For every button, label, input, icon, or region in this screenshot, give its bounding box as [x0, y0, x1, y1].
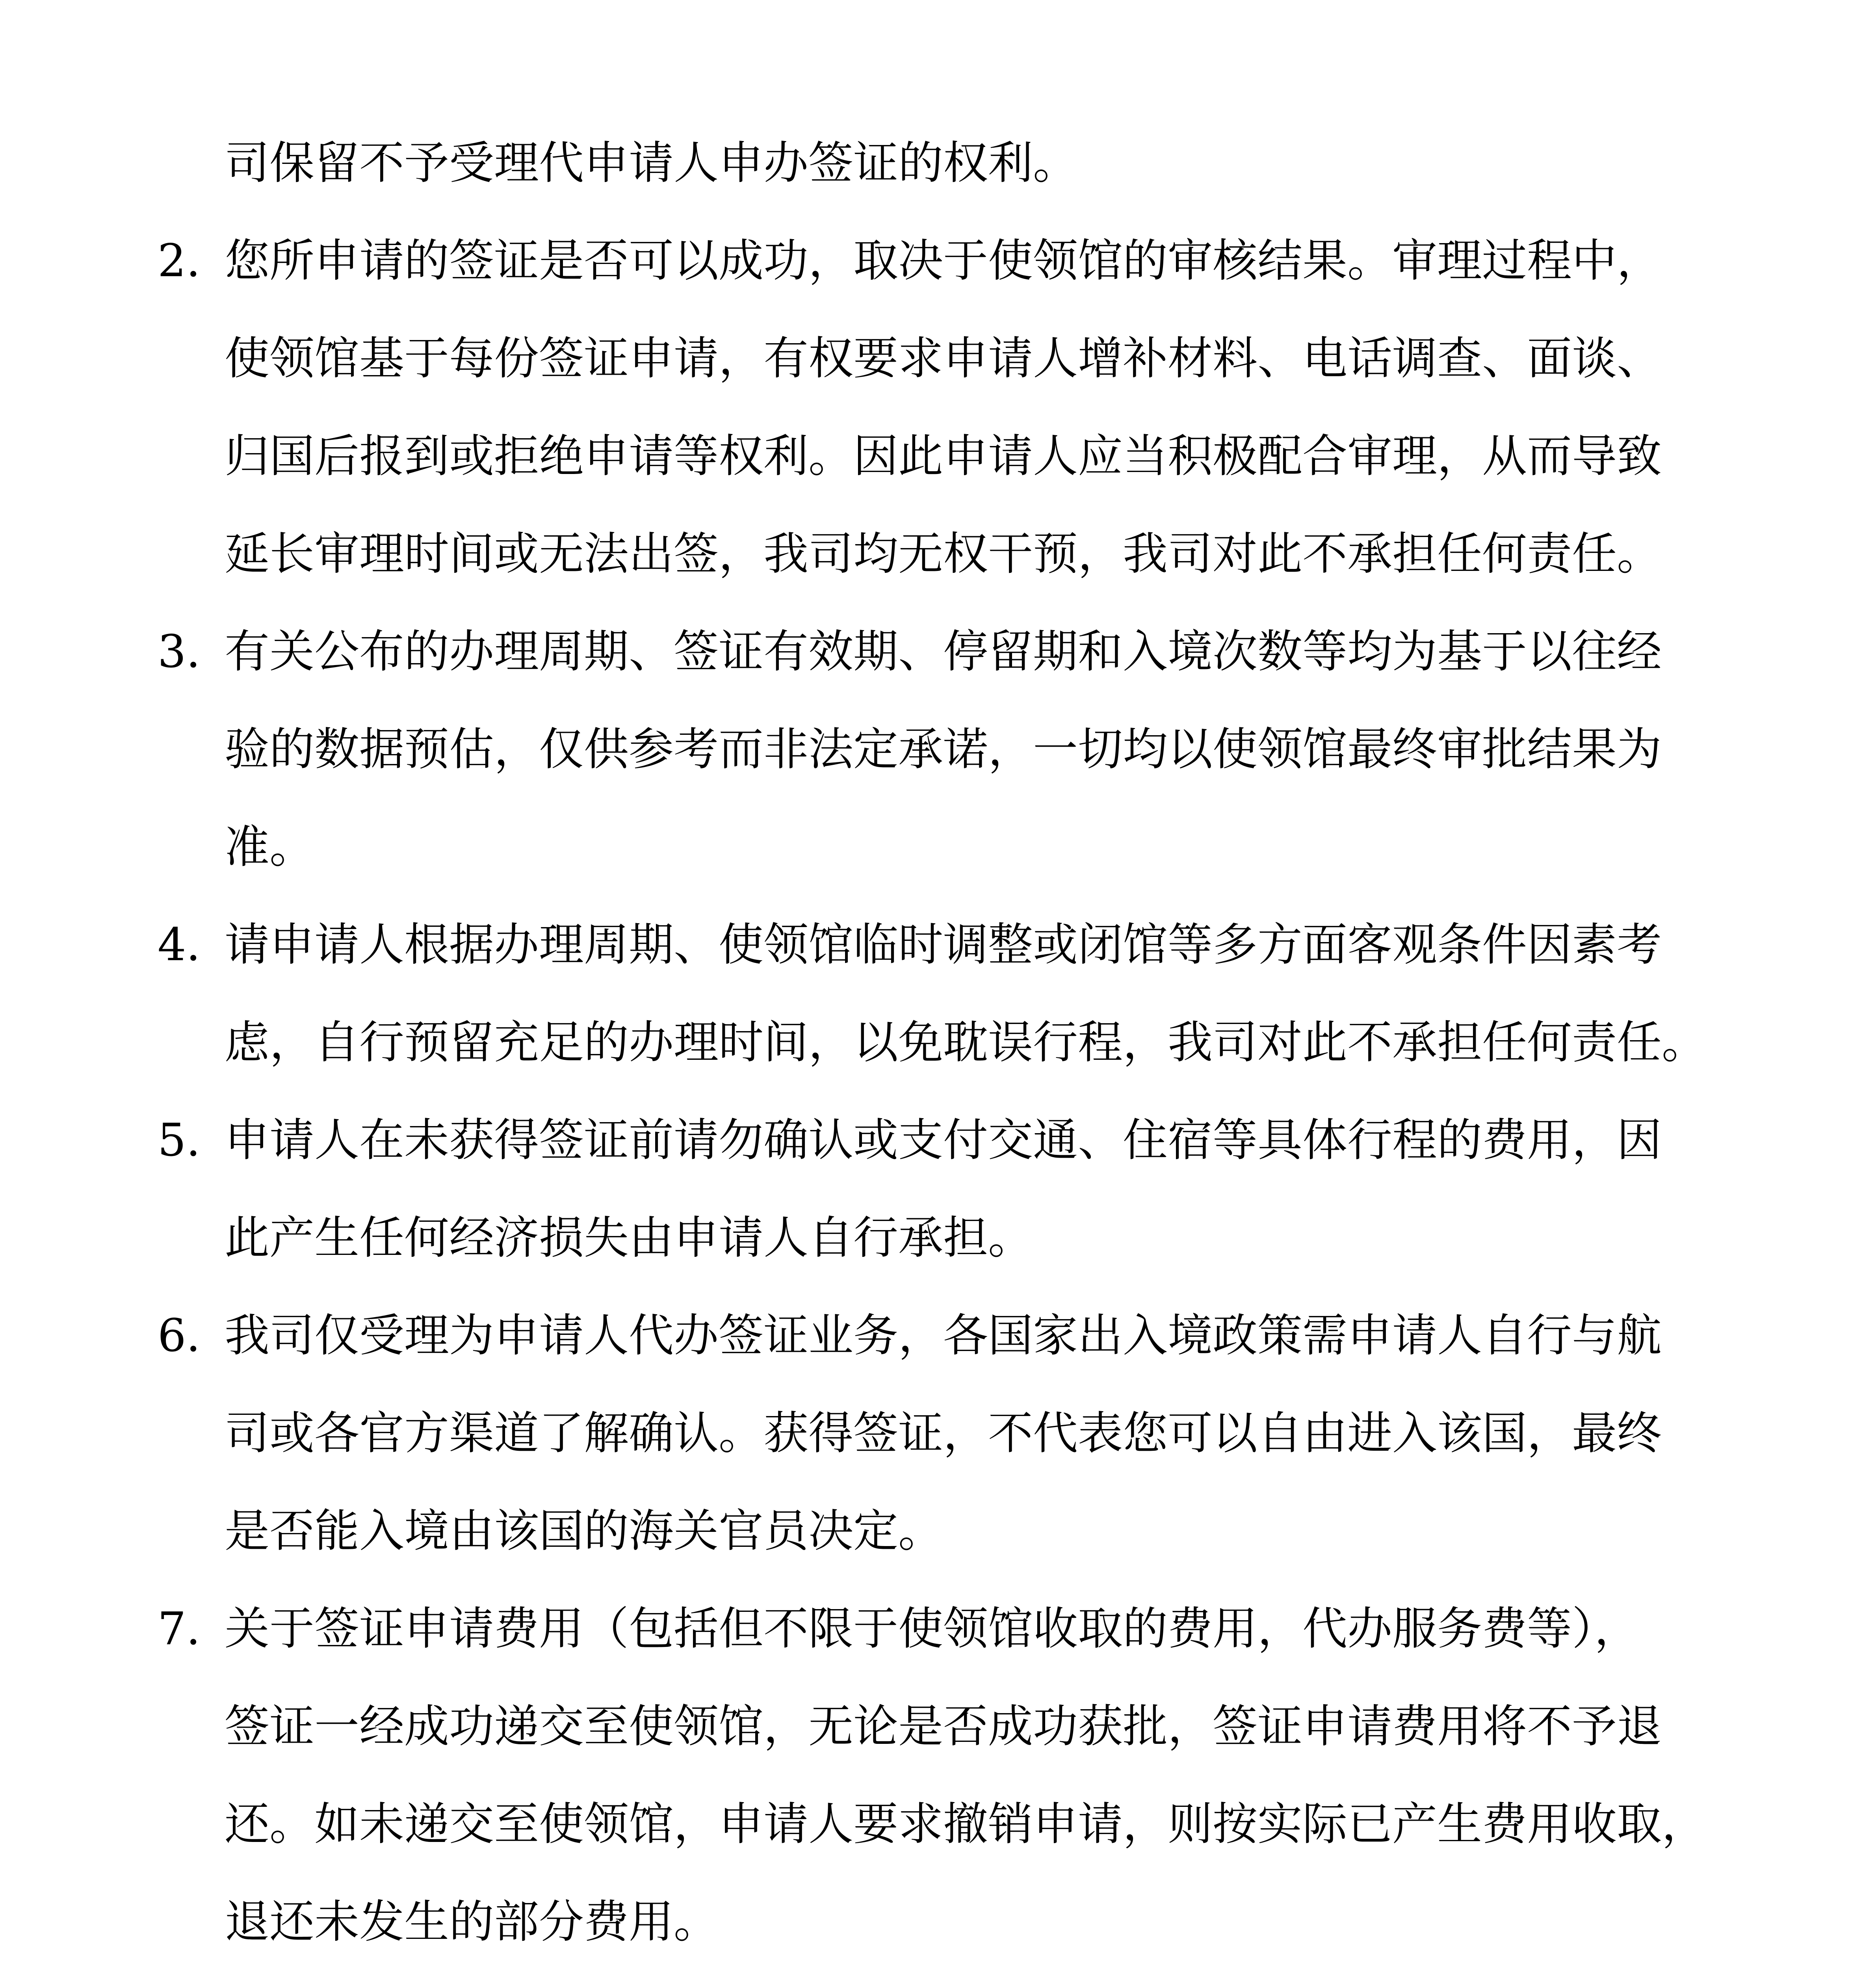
item-number: 5.: [158, 1114, 201, 1166]
paragraph-line: 司保留不予受理代申请人申办签证的权利。: [225, 137, 1078, 189]
terms-item-3: [158, 603, 1757, 896]
paragraph-line: 请申请人根据办理周期、使领馆临时调整或闭馆等多方面客观条件因素考: [225, 918, 1662, 971]
paragraph-line: 退还未发生的部分费用。: [225, 1896, 719, 1948]
paragraph-line: 申请人在未获得签证前请勿确认或支付交通、住宿等具体行程的费用，因: [225, 1114, 1662, 1166]
paragraph-line: 有关公布的办理周期、签证有效期、停留期和入境次数等均为基于以往经: [225, 625, 1662, 678]
paragraph-line: 使领馆基于每份签证申请，有权要求申请人增补材料、电话调查、面谈、: [225, 332, 1662, 385]
item-number: 7.: [158, 1602, 201, 1655]
terms-item-4: [158, 896, 1757, 1091]
item-number: 6.: [158, 1309, 201, 1362]
terms-content: [158, 114, 1757, 1970]
paragraph-line: 验的数据预估，仅供参考而非法定承诺，一切均以使领馆最终审批结果为: [225, 723, 1662, 775]
paragraph-line: 关于签证申请费用（包括但不限于使领馆收取的费用，代办服务费等），: [225, 1602, 1640, 1655]
terms-item-6: [158, 1287, 1757, 1580]
item-number: 4.: [158, 918, 201, 971]
paragraph-line: 延长审理时间或无法出签，我司均无权干预，我司对此不承担任何责任。: [225, 528, 1662, 580]
paragraph-line: 准。: [225, 821, 315, 873]
continuation-paragraph: [158, 114, 1757, 212]
terms-item-7: [158, 1580, 1757, 1970]
paragraph-line: 虑，自行预留充足的办理时间，以免耽误行程，我司对此不承担任何责任。: [225, 1016, 1707, 1069]
paragraph-line: 签证一经成功递交至使领馆，无论是否成功获批，签证申请费用将不予退: [225, 1700, 1662, 1753]
paragraph-line: 司或各官方渠道了解确认。获得签证，不代表您可以自由进入该国，最终: [225, 1407, 1662, 1459]
paragraph-line: 我司仅受理为申请人代办签证业务，各国家出入境政策需申请人自行与航: [225, 1309, 1662, 1362]
paragraph-line: 归国后报到或拒绝申请等权利。因此申请人应当积极配合审理，从而导致: [225, 430, 1662, 482]
paragraph-line: 此产生任何经济损失由申请人自行承担。: [225, 1212, 1033, 1264]
item-number: 3.: [158, 625, 201, 678]
item-number: 2.: [158, 234, 201, 287]
paragraph-line: 是否能入境由该国的海关官员决定。: [225, 1505, 944, 1557]
terms-item-5: [158, 1091, 1757, 1287]
paragraph-line: 您所申请的签证是否可以成功，取决于使领馆的审核结果。审理过程中，: [225, 234, 1662, 287]
paragraph-line: 还。如未递交至使领馆，申请人要求撤销申请，则按实际已产生费用收取，: [225, 1798, 1707, 1850]
terms-item-2: [158, 212, 1757, 603]
